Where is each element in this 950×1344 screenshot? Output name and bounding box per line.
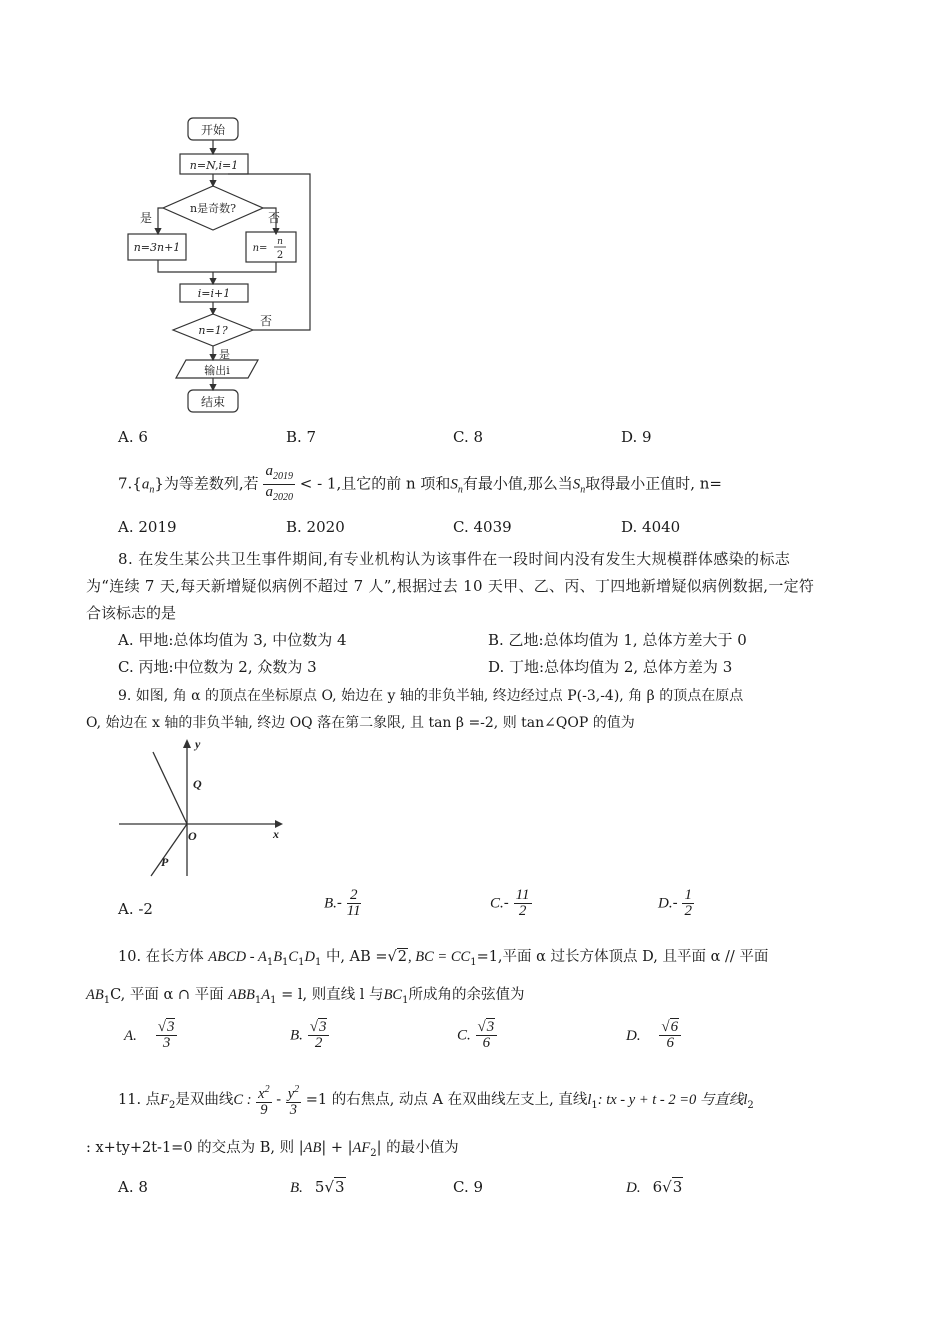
q11-line-2: : x+ty+2t-1=0 的交点为 B, 则 $|AB| + |AF_2|$ 的最小值为	[86, 1140, 459, 1159]
fc-right-box-den: 2	[276, 250, 284, 261]
q8-option-d: D. 丁地:总体均值为 2, 总体方差为 3	[488, 658, 733, 676]
q7-option-c: C. 4039	[453, 518, 512, 536]
q8-option-c: C. 丙地:中位数为 2, 众数为 3	[118, 658, 317, 676]
q11-option-a: A. 8	[118, 1178, 148, 1196]
q8-option-b: B. 乙地:总体均值为 1, 总体方差大于 0	[488, 631, 747, 649]
q9-option-a: A. -2	[118, 900, 153, 918]
q8-line-1: 8. 在发生某公共卫生事件期间,有专业机构认为该事件在一段时间内没有发生大规模群体感染的标志	[118, 550, 791, 568]
fc-end-label: 结束	[200, 395, 226, 409]
q10-option-c: C. $\frac{√3}{6}$	[457, 1020, 497, 1051]
q7-option-d: D. 4040	[621, 518, 681, 536]
fc-yes1-label: 是	[140, 211, 153, 225]
fc-increment-label: i=i+1	[197, 287, 231, 300]
q9-line-1: 9. 如图, 角 α 的顶点在坐标原点 O, 始边在 y 轴的非负半轴, 终边经过点 P(-3,-4), 角 β 的顶点在原点	[118, 688, 744, 704]
q9-point-p-label: P	[161, 855, 169, 869]
q7-option-b: B. 2020	[286, 518, 345, 536]
fc-decision1-label: n是奇数?	[190, 202, 236, 215]
q8-option-a: A. 甲地:总体均值为 3, 中位数为 4	[118, 631, 347, 649]
q8-line-3: 合该标志的是	[86, 604, 177, 622]
q6-option-d: D. 9	[621, 428, 652, 446]
q11-option-d: D. 6√3	[626, 1178, 683, 1196]
q9-line-2: O, 始边在 x 轴的非负半轴, 终边 OQ 落在第二象限, 且 tan β =-2, 则 tan∠QOP 的值为	[86, 715, 635, 731]
q9-axis-x-label: x	[273, 827, 279, 841]
fc-output-label: 输出i	[204, 364, 230, 377]
q10-line-1: 10. 在长方体 ABCD - $A_1B_1C_1D_1$ 中, AB =√2, BC = $CC_1=1$,平面 α 过长方体顶点 D, 且平面 α // 平面	[118, 949, 769, 968]
q10-option-d: D. $\frac{√6}{6}$	[626, 1020, 681, 1051]
fc-decision2-label: n=1?	[198, 324, 228, 337]
q9-point-q-label: Q	[193, 777, 202, 791]
q9-origin-label: O	[188, 829, 197, 843]
fc-left-box-label: n=3n+1	[133, 241, 181, 254]
q9-option-d: D.- $\frac{1}{2}$	[658, 887, 692, 919]
fc-init-label: n=N,i=1	[189, 159, 239, 172]
q6-option-c: C. 8	[453, 428, 484, 446]
q11-option-b: B. 5√3	[290, 1178, 345, 1196]
q8-line-2: 为“连续 7 天,每天新增疑似病例不超过 7 人”,根据过去 10 天甲、乙、丙、丁四地新增疑似病例数据,一定符	[86, 577, 815, 595]
fc-right-box-prefix: n=	[252, 243, 268, 254]
q7-stem: $7.\{a_n\}$为等差数列,若 $\frac{a_{2019}}{a_{2020}}$ < - 1,且它的前 n 项和$S_n$有最小值,那么当$S_n$取得最小正值时, n=	[118, 463, 722, 503]
fc-no2-label: 否	[260, 314, 273, 328]
fc-right-box-num: n	[277, 237, 283, 247]
q11-line-1: 11. 点$F_2$是双曲线C : $\frac{x^2}{9}$ - $\frac{y^2}{3}$ =1 的右焦点, 动点 A 在双曲线左支上, 直线$l_1$: tx - y + t - 2 =0 与直线$l_2$	[118, 1084, 754, 1118]
flowchart-figure	[118, 110, 328, 422]
fc-no1-label: 否	[268, 211, 281, 225]
fc-yes2-label: 是	[219, 348, 230, 361]
q10-option-b: B. $\frac{√3}{2}$	[290, 1020, 329, 1051]
q6-option-b: B. 7	[286, 428, 317, 446]
q9-option-b: B.- $\frac{2}{11}$	[324, 887, 361, 919]
q7-ratio-fraction: $\frac{a_{2019}}{a_{2020}}$	[265, 463, 293, 503]
q9-axis-y-label: y	[195, 737, 201, 751]
q10-option-a: A. $\frac{√3}{3}$	[124, 1020, 177, 1051]
q9-option-c: C.- $\frac{11}{2}$	[490, 887, 530, 919]
q11-option-c: C. 9	[453, 1178, 484, 1196]
q10-line-2: $AB_1C$, 平面 α ∩ 平面 $ABB_1A_1 = l$, 则直线 l 与$BC_1$所成角的余弦值为	[86, 987, 525, 1006]
q7-option-a: A. 2019	[118, 518, 177, 536]
q9-coordinate-figure	[115, 736, 295, 881]
fc-start-label: 开始	[200, 123, 226, 137]
q6-option-a: A. 6	[118, 428, 148, 446]
